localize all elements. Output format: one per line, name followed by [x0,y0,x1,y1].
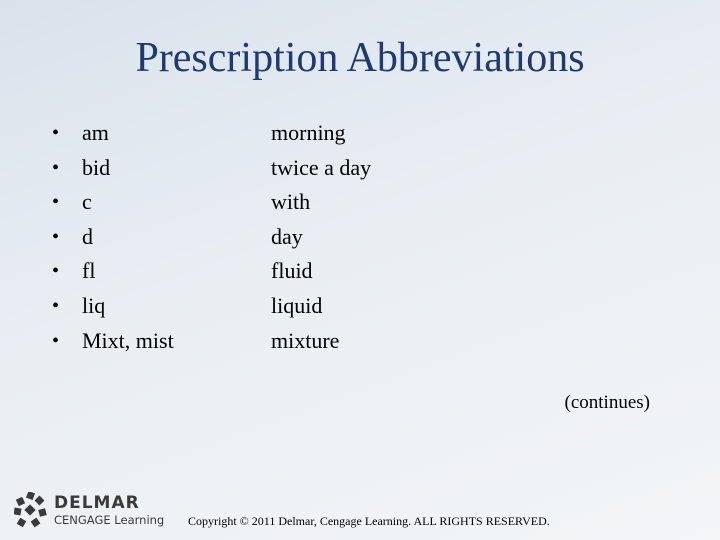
bullet: • [52,156,60,179]
bullet: • [52,260,60,283]
abbreviation: Mixt, mist [82,327,174,353]
list-item [52,324,612,359]
meaning: liquid [271,292,323,318]
footer [0,480,720,540]
list-item [52,220,612,255]
abbreviation: liq [82,292,106,318]
meaning: fluid [271,258,313,284]
bullet: • [52,191,60,214]
continues-label: (continues) [564,392,650,413]
abbreviation: bid [82,154,111,180]
delmar-cengage-logo [14,492,184,528]
meaning: twice a day [271,154,372,180]
delmar-cengage-logo-icon [14,492,48,528]
logo-text-delmar: DELMAR [54,493,140,513]
bullet: • [52,225,60,248]
copyright-notice: Copyright © 2011 Delmar, Cengage Learning. ALL RIGHTS RESERVED. [188,514,550,528]
list-item [52,151,612,186]
list-item [52,116,612,151]
abbreviation: d [82,223,93,249]
logo-text-cengage: CENGAGE Learning [54,513,165,527]
list-item [52,254,612,289]
list-item [52,185,612,220]
abbreviation: c [82,189,92,215]
bullet: • [52,329,60,352]
meaning: with [271,189,311,215]
abbreviation: fl [82,258,96,284]
abbreviation-list [52,116,612,358]
meaning: morning [271,120,346,145]
abbreviation: am [82,120,109,145]
bullet: • [52,122,60,144]
meaning: mixture [271,327,340,353]
bullet: • [52,294,60,317]
slide-title: Prescription Abbreviations [135,35,585,81]
meaning: day [271,223,303,249]
list-item [52,289,612,324]
